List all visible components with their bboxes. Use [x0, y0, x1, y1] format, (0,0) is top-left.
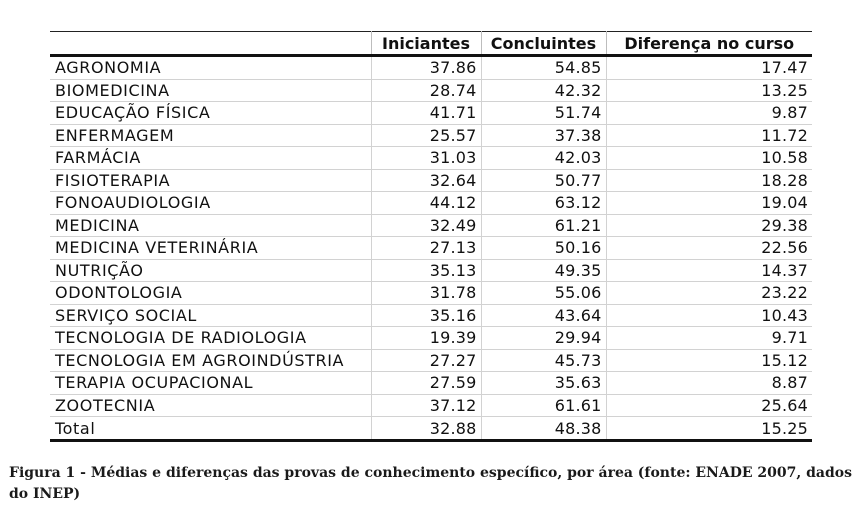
- cell-area: FARMÁCIA: [50, 147, 371, 170]
- cell-area: TERAPIA OCUPACIONAL: [50, 372, 371, 395]
- cell-area: FISIOTERAPIA: [50, 169, 371, 192]
- cell-area: BIOMEDICINA: [50, 79, 371, 102]
- table-row: [50, 79, 812, 102]
- header-diferenca: Diferença no curso: [606, 32, 812, 56]
- table-total-row: [50, 417, 812, 441]
- cell-iniciantes: 37.86: [371, 56, 481, 80]
- cell-diferenca: 9.71: [606, 327, 812, 350]
- table-row: [50, 282, 812, 305]
- cell-diferenca: 15.12: [606, 349, 812, 372]
- cell-iniciantes: 31.78: [371, 282, 481, 305]
- cell-area: SERVIÇO SOCIAL: [50, 304, 371, 327]
- cell-concluintes: 45.73: [481, 349, 606, 372]
- header-iniciantes: Iniciantes: [371, 32, 481, 56]
- cell-diferenca: 13.25: [606, 79, 812, 102]
- cell-area: ZOOTECNIA: [50, 394, 371, 417]
- cell-iniciantes: 37.12: [371, 394, 481, 417]
- table-row: [50, 237, 812, 260]
- header-area: [50, 32, 371, 56]
- cell-diferenca: 8.87: [606, 372, 812, 395]
- table-row: [50, 214, 812, 237]
- cell-area: AGRONOMIA: [50, 56, 371, 80]
- cell-concluintes: 37.38: [481, 124, 606, 147]
- table-row: [50, 147, 812, 170]
- cell-iniciantes: 28.74: [371, 79, 481, 102]
- table-row: [50, 327, 812, 350]
- cell-area: MEDICINA VETERINÁRIA: [50, 237, 371, 260]
- cell-iniciantes: 32.64: [371, 169, 481, 192]
- cell-diferenca: 25.64: [606, 394, 812, 417]
- total-diferenca: 15.25: [606, 417, 812, 441]
- cell-iniciantes: 25.57: [371, 124, 481, 147]
- cell-iniciantes: 19.39: [371, 327, 481, 350]
- cell-diferenca: 10.58: [606, 147, 812, 170]
- cell-area: ODONTOLOGIA: [50, 282, 371, 305]
- cell-concluintes: 42.32: [481, 79, 606, 102]
- results-table: [50, 31, 812, 442]
- cell-concluintes: 51.74: [481, 102, 606, 125]
- cell-iniciantes: 27.27: [371, 349, 481, 372]
- table-row: [50, 372, 812, 395]
- cell-diferenca: 9.87: [606, 102, 812, 125]
- table-row: [50, 56, 812, 80]
- cell-diferenca: 19.04: [606, 192, 812, 215]
- cell-concluintes: 50.77: [481, 169, 606, 192]
- cell-iniciantes: 35.13: [371, 259, 481, 282]
- cell-concluintes: 55.06: [481, 282, 606, 305]
- cell-area: EDUCAÇÃO FÍSICA: [50, 102, 371, 125]
- cell-concluintes: 42.03: [481, 147, 606, 170]
- cell-diferenca: 18.28: [606, 169, 812, 192]
- cell-area: MEDICINA: [50, 214, 371, 237]
- cell-diferenca: 14.37: [606, 259, 812, 282]
- cell-concluintes: 49.35: [481, 259, 606, 282]
- table-row: [50, 349, 812, 372]
- total-iniciantes: 32.88: [371, 417, 481, 441]
- cell-area: TECNOLOGIA EM AGROINDÚSTRIA: [50, 349, 371, 372]
- cell-iniciantes: 41.71: [371, 102, 481, 125]
- cell-concluintes: 50.16: [481, 237, 606, 260]
- cell-diferenca: 17.47: [606, 56, 812, 80]
- cell-area: FONOAUDIOLOGIA: [50, 192, 371, 215]
- table-row: [50, 259, 812, 282]
- cell-iniciantes: 32.49: [371, 214, 481, 237]
- table-header-row: [50, 32, 812, 56]
- header-concluintes: Concluintes: [481, 32, 606, 56]
- cell-iniciantes: 27.13: [371, 237, 481, 260]
- table-row: [50, 124, 812, 147]
- cell-concluintes: 54.85: [481, 56, 606, 80]
- table-row: [50, 192, 812, 215]
- cell-concluintes: 29.94: [481, 327, 606, 350]
- table-row: [50, 304, 812, 327]
- total-concluintes: 48.38: [481, 417, 606, 441]
- cell-concluintes: 43.64: [481, 304, 606, 327]
- cell-diferenca: 22.56: [606, 237, 812, 260]
- figure-caption: Figura 1 - Médias e diferenças das provas de conhecimento específico, por área (fonte: ENADE 2007, dados do INEP): [9, 465, 852, 502]
- cell-diferenca: 10.43: [606, 304, 812, 327]
- cell-concluintes: 63.12: [481, 192, 606, 215]
- cell-area: TECNOLOGIA DE RADIOLOGIA: [50, 327, 371, 350]
- cell-diferenca: 29.38: [606, 214, 812, 237]
- cell-iniciantes: 31.03: [371, 147, 481, 170]
- results-table-container: [50, 31, 812, 442]
- cell-concluintes: 61.61: [481, 394, 606, 417]
- cell-concluintes: 35.63: [481, 372, 606, 395]
- cell-diferenca: 11.72: [606, 124, 812, 147]
- table-row: [50, 394, 812, 417]
- total-label: Total: [50, 417, 371, 441]
- cell-concluintes: 61.21: [481, 214, 606, 237]
- cell-diferenca: 23.22: [606, 282, 812, 305]
- cell-iniciantes: 35.16: [371, 304, 481, 327]
- table-row: [50, 169, 812, 192]
- cell-area: NUTRIÇÃO: [50, 259, 371, 282]
- cell-area: ENFERMAGEM: [50, 124, 371, 147]
- cell-iniciantes: 27.59: [371, 372, 481, 395]
- cell-iniciantes: 44.12: [371, 192, 481, 215]
- table-row: [50, 102, 812, 125]
